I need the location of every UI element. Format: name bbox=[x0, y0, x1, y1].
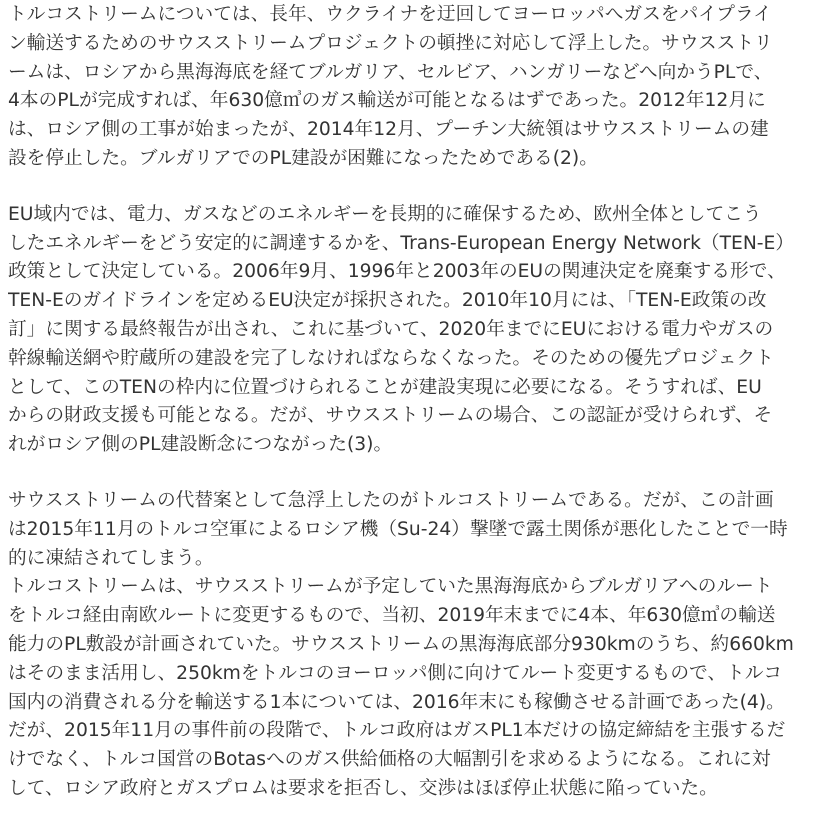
text-line: けでなく、トルコ国営のBotasへのガス供給価格の大幅割引を求めるようになる。これに対 bbox=[8, 749, 771, 771]
text-line: EU域内では、電力、ガスなどのエネルギーを長期的に確保するため、欧州全体としてこう bbox=[8, 203, 762, 225]
paragraph-turk-stream bbox=[8, 487, 830, 804]
text-line: 政策として決定している。2006年9月、1996年と2003年のEUの関連決定を廃棄する形で、 bbox=[8, 261, 786, 283]
text-line: 国内の消費される分を輸送する1本については、2016年末にも稼働させる計画であった(4)。 bbox=[8, 691, 785, 713]
text-line: れがロシア側のPL建設断念につながった(3)。 bbox=[8, 434, 393, 456]
text-line: トルコストリームについては、長年、ウクライナを迂回してヨーロッパへガスをパイプライ bbox=[8, 4, 772, 25]
text-line: トルコストリームは、サウスストリームが予定していた黒海海底からブルガリアへのルート bbox=[8, 576, 773, 598]
text-line: 設を停止した。ブルガリアでのPL建設が困難になったためである(2)。 bbox=[8, 147, 598, 169]
text-line: として、このTENの枠内に位置づけられることが建設実現に必要になる。そうすれば、EU bbox=[8, 376, 762, 398]
text-line: サウスストリームの代替案として急浮上したのがトルコストリームである。だが、この計画 bbox=[8, 489, 774, 511]
text-line: からの財政支援も可能となる。だが、サウスストリームの場合、この認証が受けられず、そ bbox=[8, 405, 773, 427]
text-line: 訂」に関する最終報告が出され、これに基づいて、2020年までにEUにおける電力やガスの bbox=[8, 318, 774, 340]
text-line: して、ロシア政府とガスプロムは要求を拒否し、交渉はほぼ停止状態に陥っていた。 bbox=[8, 777, 718, 799]
text-line: だが、2015年11月の事件前の段階で、トルコ政府はガスPL1本だけの協定締結を主張するだ bbox=[8, 720, 786, 742]
text-line: はそのまま活用し、250kmをトルコのヨーロッパ側に向けてルート変更するもので、トルコ bbox=[8, 662, 783, 684]
text-line: ームは、ロシアから黒海海底を経てブルガリア、セルビア、ハンガリーなどへ向かうPLで、 bbox=[8, 61, 773, 83]
text-line: 4本のPLが完成すれば、年630億㎥のガス輸送が可能となるはずであった。2012年12月に bbox=[8, 90, 766, 112]
text-line: 的に凍結されてしまう。 bbox=[8, 547, 214, 569]
text-line: 幹線輸送網や貯蔵所の建設を完了しなければならなくなった。そのための優先プロジェクト bbox=[8, 347, 774, 369]
paragraph-ten-e-policy bbox=[8, 201, 830, 460]
text-line: TEN-Eのガイドラインを定めるEU決定が採択された。2010年10月には、「TEN-E政策の改 bbox=[8, 290, 767, 312]
text-line: 能力のPL敷設が計画されていた。サウスストリームの黒海海底部分930kmのうち、約660km bbox=[8, 633, 794, 655]
text-line: したエネルギーをどう安定的に調達するかを、Trans-European Energy Network（TEN-E） bbox=[8, 232, 795, 254]
text-line: をトルコ経由南欧ルートに変更するもので、当初、2019年末までに4本、年630億㎥の輸送 bbox=[8, 605, 776, 627]
text-line: は2015年11月のトルコ空軍によるロシア機（Su-24）撃墜で露土関係が悪化したことで一時 bbox=[8, 518, 788, 540]
paragraph-south-stream bbox=[8, 1, 830, 174]
text-line: は、ロシア側の工事が始まったが、2014年12月、プーチン大統領はサウスストリームの建 bbox=[8, 119, 769, 141]
text-line: ン輸送するためのサウスストリームプロジェクトの頓挫に対応して浮上した。サウスストリ bbox=[8, 32, 773, 54]
